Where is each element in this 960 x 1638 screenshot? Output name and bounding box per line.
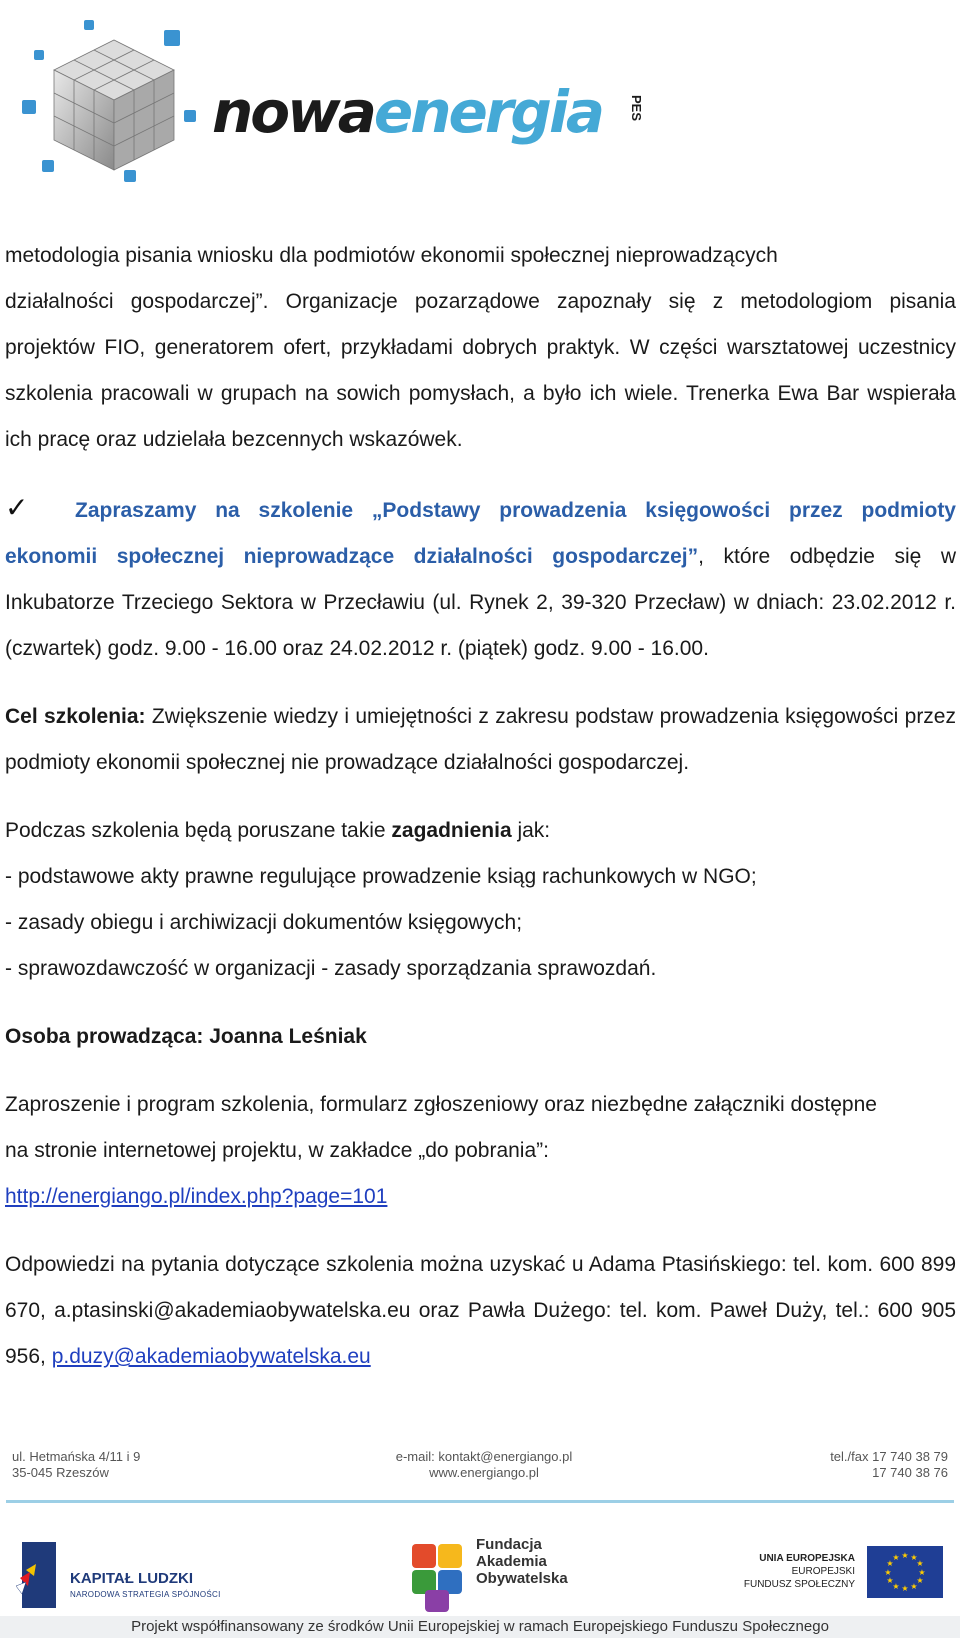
- svg-text:★: ★: [884, 1568, 892, 1577]
- topic-item: - sprawozdawczość w organizacji - zasady sporządzania sprawozdań.: [5, 957, 657, 980]
- goal-text: Zwiększenie wiedzy i umiejętności z zakresu podstaw prowadzenia księgowości przez podmioty ekonomii społecznej nie prowadzące działalności gospodarczej.: [5, 705, 956, 774]
- invitation-highlight: Zapraszamy na szkolenie „Podstawy prowadzenia księgowości przez podmioty ekonomii społecznej nieprowadzące działalności gospodarczej”: [5, 499, 956, 568]
- paragraph-goal: [5, 694, 956, 786]
- kapital-ludzki-subtitle: NARODOWA STRATEGIA SPÓJNOŚCI: [70, 1590, 221, 1599]
- topics-intro-suffix: jak:: [511, 819, 551, 842]
- eu-line-3: FUNDUSZ SPOŁECZNY: [743, 1579, 855, 1590]
- footer-divider: [6, 1500, 954, 1503]
- docs-line-2: na stronie internetowej projektu, w zakładce „do pobrania”:: [5, 1139, 549, 1162]
- fundacja-line-2: Akademia: [476, 1553, 547, 1570]
- checkmark-icon: ✓: [5, 492, 29, 523]
- invitation-details: , które odbędzie się w Inkubatorze Trzeciego Sektora w Przecławiu (ul. Rynek 2, 39-320 Przecław) w dniach: 23.02.2012 r. (czwartek) godz. 9.00 - 16.00 oraz 24.02.2012 r. (piątek) godz. 9.00 - 16.00.: [5, 545, 957, 660]
- svg-text:★: ★: [901, 1584, 909, 1593]
- phone-line-1: tel./fax 17 740 38 79: [830, 1449, 948, 1464]
- svg-text:★: ★: [892, 1553, 900, 1562]
- footer-logos: [0, 1536, 960, 1616]
- topics-keyword: zagadnienia: [391, 819, 512, 842]
- svg-text:★: ★: [910, 1582, 918, 1591]
- cofinancing-note: Projekt współfinansowany ze środków Unii Europejskiej w ramach Europejskiego Funduszu Społecznego: [0, 1616, 960, 1638]
- brand-wordmark: [212, 78, 602, 146]
- puzzle-icon: [408, 1538, 470, 1614]
- brand-part-2: energia: [373, 78, 602, 146]
- eu-flag-icon: [867, 1546, 943, 1598]
- footer-www: www.energiango.pl: [429, 1465, 539, 1480]
- phone-line-2: 17 740 38 76: [872, 1465, 948, 1480]
- footer-web: [384, 1449, 584, 1481]
- fundacja-akademia-obywatelska-logo: [408, 1536, 608, 1616]
- kapital-ludzki-logo: [16, 1542, 276, 1612]
- address-line-1: ul. Hetmańska 4/11 i 9: [12, 1449, 141, 1464]
- svg-text:★: ★: [886, 1576, 894, 1585]
- topics-intro: [5, 808, 956, 854]
- eu-logo: [743, 1546, 955, 1612]
- footer-contact: [12, 1449, 948, 1493]
- contact-email-link[interactable]: p.duzy@akademiaobywatelska.eu: [51, 1345, 371, 1368]
- eu-line-2: EUROPEJSKI: [791, 1566, 855, 1577]
- trainer: Osoba prowadząca: Joanna Leśniak: [5, 1025, 367, 1048]
- kapital-ludzki-icon: [16, 1542, 56, 1608]
- svg-text:★: ★: [916, 1576, 924, 1585]
- cube-logo-icon: [14, 10, 214, 185]
- contact-text: Odpowiedzi na pytania dotyczące szkolenia można uzyskać u Adama Ptasińskiego: tel. kom. 600 899 670, a.ptasinski@akademiaobywatelska.eu oraz Pawła Dużego: tel. kom. Paweł Duży, tel.: 600 905 956,: [5, 1253, 956, 1368]
- footer-address: [12, 1449, 140, 1481]
- topic-item: - zasady obiegu i archiwizacji dokumentów księgowych;: [5, 911, 523, 934]
- brand-part-1: nowa: [212, 78, 374, 146]
- docs-link-line: [5, 1174, 956, 1220]
- fundacja-name: [476, 1536, 568, 1587]
- address-line-2: 35-045 Rzeszów: [12, 1465, 109, 1480]
- eu-line-1: UNIA EUROPEJSKA: [759, 1553, 855, 1564]
- footer-phone: [830, 1449, 948, 1481]
- brand-suffix: PES: [629, 95, 644, 122]
- kapital-ludzki-name: KAPITAŁ LUDZKI: [70, 1570, 194, 1587]
- fundacja-line-3: Obywatelska: [476, 1570, 568, 1587]
- topic-item: - podstawowe akty prawne regulujące prowadzenie ksiąg rachunkowych w NGO;: [5, 865, 757, 888]
- svg-text:★: ★: [901, 1551, 909, 1560]
- paragraph-contact: [5, 1242, 956, 1380]
- eu-text: [735, 1552, 855, 1591]
- svg-text:★: ★: [918, 1568, 926, 1577]
- topics-intro-text: Podczas szkolenia będą poruszane takie: [5, 819, 392, 842]
- footer-email: e-mail: kontakt@energiango.pl: [395, 1449, 573, 1464]
- goal-label: Cel szkolenia:: [5, 705, 146, 728]
- svg-text:★: ★: [910, 1553, 918, 1562]
- svg-text:★: ★: [892, 1582, 900, 1591]
- docs-line-1: Zaproszenie i program szkolenia, formularz zgłoszeniowy oraz niezbędne załączniki dostępne: [5, 1093, 877, 1116]
- document-body: [5, 233, 956, 1380]
- paragraph-intro-first-line: metodologia pisania wniosku dla podmiotów ekonomii społecznej nieprowadzących: [5, 244, 778, 267]
- paragraph-intro: działalności gospodarczej”. Organizacje pozarządowe zapoznały się z metodologiom pisania projektów FIO, generatorem ofert, przykładami dobrych praktyk. W części warsztatowej uczestnicy szkolenia pracowali w grupach na sowich pomysłach, a było ich wiele. Trenerka Ewa Bar wspierała ich pracę oraz udzielała bezcennych wskazówek.: [5, 290, 956, 451]
- docs-link[interactable]: http://energiango.pl/index.php?page=101: [5, 1185, 388, 1208]
- svg-text:★: ★: [886, 1559, 894, 1568]
- letterhead: [0, 0, 960, 190]
- svg-text:★: ★: [916, 1559, 924, 1568]
- fundacja-line-1: Fundacja: [476, 1536, 542, 1553]
- paragraph-invitation: [5, 485, 956, 672]
